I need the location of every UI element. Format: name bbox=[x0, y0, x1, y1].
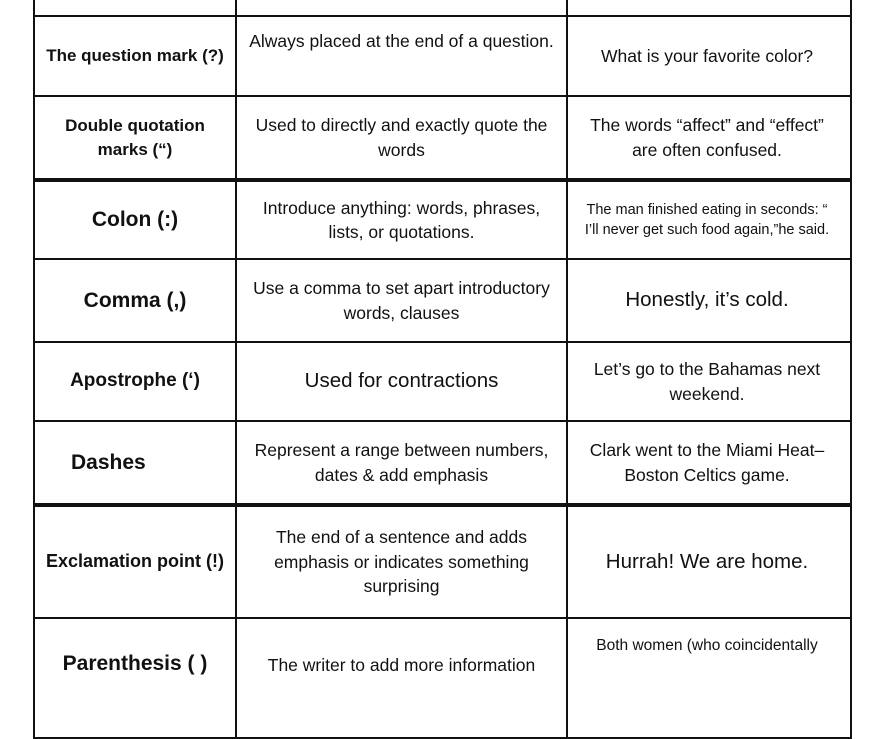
usage-cell: The writer to add more information bbox=[237, 619, 568, 737]
example-cell: Clark went to the Miami Heat–Boston Celtics game. bbox=[589, 440, 825, 485]
usage-cell: Represent a range between numbers, dates & add emphasis bbox=[237, 422, 568, 503]
mark-cell: Apostrophe (‘) bbox=[35, 343, 237, 420]
mark-cell: Parenthesis ( ) bbox=[35, 619, 237, 737]
mark-cell bbox=[35, 0, 237, 15]
punctuation-table bbox=[33, 0, 852, 739]
example-cell bbox=[568, 0, 846, 15]
table-row bbox=[35, 17, 850, 97]
table-row bbox=[35, 0, 850, 17]
mark-cell: Comma (,) bbox=[35, 260, 237, 341]
example-cell: The words “affect” and “effect” are often confused. bbox=[590, 115, 824, 160]
example-cell: Both women (who coincidentally bbox=[596, 637, 818, 654]
mark-cell: Double quotation marks (“) bbox=[35, 97, 237, 178]
usage-cell: Used to directly and exactly quote the words bbox=[237, 97, 568, 178]
mark-cell: Exclamation point (!) bbox=[35, 507, 237, 617]
table-row bbox=[35, 260, 850, 343]
usage-cell: Use a comma to set apart introductory words, clauses bbox=[237, 260, 568, 341]
example-cell: The man finished eating in seconds: “ I’ll never get such food again,”he said. bbox=[584, 201, 830, 238]
table-row bbox=[35, 182, 850, 260]
mark-cell: Colon (:) bbox=[35, 182, 237, 258]
table-row bbox=[35, 422, 850, 507]
table-row bbox=[35, 619, 850, 739]
usage-cell: Always placed at the end of a question. bbox=[237, 17, 568, 95]
example-cell: Hurrah! We are home. bbox=[605, 549, 809, 573]
usage-cell: Introduce anything: words, phrases, lists, or quotations. bbox=[237, 182, 568, 258]
mark-cell: The question mark (?) bbox=[35, 17, 237, 95]
table-row bbox=[35, 343, 850, 422]
table-row bbox=[35, 507, 850, 619]
example-cell: What is your favorite color? bbox=[600, 45, 814, 66]
example-cell: Honestly, it’s cold. bbox=[625, 288, 789, 312]
example-cell: Let’s go to the Bahamas next weekend. bbox=[593, 359, 821, 404]
table-row bbox=[35, 97, 850, 182]
mark-cell: Dashes bbox=[35, 422, 237, 503]
usage-cell: The end of a sentence and adds emphasis or indicates something surprising bbox=[237, 507, 568, 617]
usage-cell bbox=[237, 0, 568, 15]
usage-cell: Used for contractions bbox=[237, 343, 568, 420]
